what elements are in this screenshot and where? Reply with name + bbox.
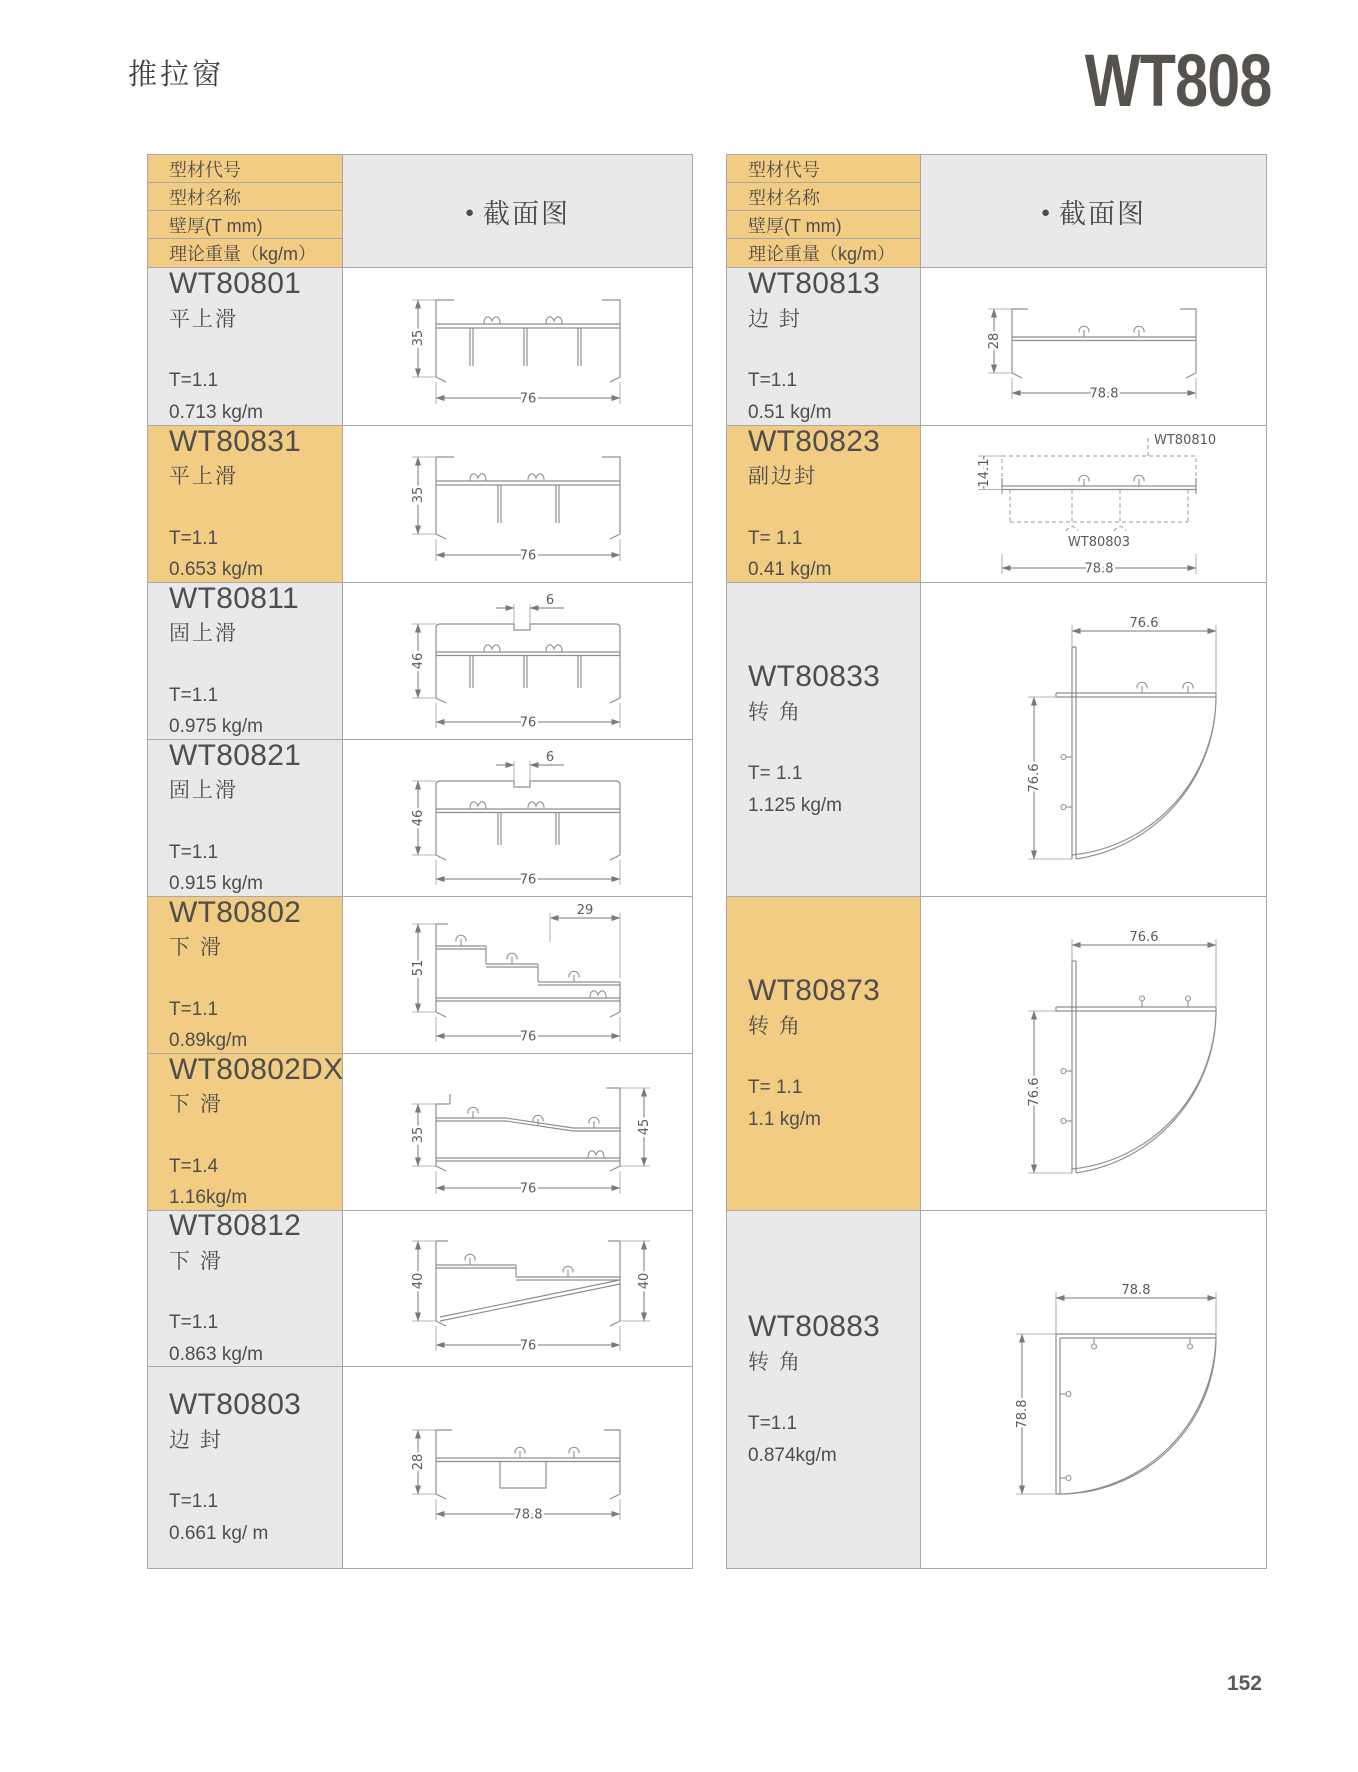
header-theoretical-weight-label: 理论重量（kg/m） bbox=[169, 244, 317, 264]
dimensions bbox=[411, 750, 620, 888]
dim-width: 78.8 bbox=[1121, 1282, 1150, 1298]
cross-section-edge-seal bbox=[934, 289, 1254, 405]
row-label-WT80803 bbox=[148, 1367, 343, 1569]
header-profile-name-label: 型材名称 bbox=[169, 187, 241, 208]
row-label-WT80802 bbox=[148, 897, 343, 1054]
dim-width: 78.8 bbox=[1089, 386, 1118, 401]
weight: 0.661 kg/ m bbox=[169, 1522, 269, 1544]
profile-name: 转 角 bbox=[748, 1350, 802, 1374]
dim-width: 76 bbox=[519, 1181, 536, 1197]
hook-icons bbox=[1079, 475, 1144, 486]
profile-name: 边 封 bbox=[748, 307, 802, 331]
ref-profile-top: WT80810 bbox=[1153, 433, 1216, 448]
bullet-icon: ● bbox=[464, 203, 475, 221]
row-label-WT80821 bbox=[148, 740, 343, 897]
wall-thickness: T=1.1 bbox=[169, 684, 219, 706]
cross-section-bottom-rail bbox=[358, 1064, 678, 1200]
dim-notch: 6 bbox=[545, 593, 554, 608]
dim-width: 76.6 bbox=[1129, 929, 1158, 945]
header-wall-thickness bbox=[148, 211, 343, 239]
dim-notch: 6 bbox=[545, 750, 554, 765]
header-section-view bbox=[921, 155, 1267, 268]
header-profile-code bbox=[727, 155, 921, 183]
weight: 1.16kg/m bbox=[169, 1187, 248, 1209]
profile-code: WT80813 bbox=[748, 267, 881, 301]
profile-name: 边 封 bbox=[169, 1428, 223, 1452]
row-label-WT80811 bbox=[148, 583, 343, 740]
wall-thickness: T=1.4 bbox=[169, 1155, 219, 1177]
header-profile-code-label: 型材代号 bbox=[748, 159, 820, 180]
row-label-WT80883 bbox=[727, 1211, 921, 1569]
cross-section-top-rail bbox=[358, 431, 678, 577]
row-diagram-WT80812 bbox=[343, 1211, 693, 1367]
header-profile-name bbox=[727, 183, 921, 211]
profile-outline bbox=[436, 624, 620, 703]
cross-section-corner bbox=[944, 609, 1244, 871]
profile-code: WT80811 bbox=[169, 581, 299, 615]
profile-code: WT80831 bbox=[169, 424, 302, 458]
cross-section-bottom-rail bbox=[358, 902, 678, 1048]
profile-outline bbox=[1056, 647, 1216, 859]
cross-section-sub-edge-seal bbox=[924, 428, 1264, 580]
dim-width: 76 bbox=[519, 548, 536, 564]
header-wall-thickness-label: 壁厚(T mm) bbox=[748, 215, 842, 236]
row-diagram-WT80813 bbox=[921, 268, 1267, 426]
dim-width: 76.6 bbox=[1129, 615, 1158, 631]
profile-name: 下 滑 bbox=[169, 936, 223, 960]
dim-height: 51 bbox=[410, 959, 426, 977]
cross-section-edge-seal bbox=[358, 1410, 678, 1526]
hook-icons bbox=[465, 1254, 573, 1277]
row-diagram-WT80823 bbox=[921, 426, 1267, 583]
row-diagram-WT80831 bbox=[343, 426, 693, 583]
profile-name: 下 滑 bbox=[169, 1093, 223, 1117]
dim-height: 78.8 bbox=[1014, 1399, 1030, 1428]
weight: 0.915 kg/m bbox=[169, 873, 263, 895]
dim-top: 29 bbox=[576, 903, 593, 918]
row-label-WT80813 bbox=[727, 268, 921, 426]
profile-outline bbox=[436, 457, 620, 539]
weight: 0.653 kg/m bbox=[169, 559, 263, 581]
dim-width: 76 bbox=[519, 391, 536, 406]
header-profile-name bbox=[148, 183, 343, 211]
wall-thickness: T=1.1 bbox=[169, 841, 219, 863]
dimensions bbox=[411, 1430, 620, 1523]
weight: 1.1 kg/m bbox=[748, 1108, 821, 1130]
series-code: WT808 bbox=[1085, 39, 1272, 122]
page-title: 推拉窗 bbox=[128, 59, 225, 91]
profile-outline bbox=[1002, 433, 1216, 550]
dim-height: 28 bbox=[986, 332, 1002, 349]
hook-icons bbox=[515, 1447, 579, 1458]
wall-thickness: T=1.1 bbox=[169, 1491, 219, 1513]
profile-code: WT80803 bbox=[169, 1388, 302, 1422]
dim-height: 14.1 bbox=[976, 458, 992, 488]
profile-outline bbox=[1056, 1334, 1216, 1494]
dim-width: 76 bbox=[519, 1338, 536, 1353]
wall-thickness: T=1.1 bbox=[169, 370, 219, 392]
header-wall-thickness-label: 壁厚(T mm) bbox=[169, 215, 263, 236]
profile-table-right bbox=[726, 154, 1267, 1569]
hook-icons bbox=[470, 474, 544, 481]
hook-icons bbox=[484, 645, 562, 652]
dimensions bbox=[977, 456, 1196, 577]
weight: 0.874kg/m bbox=[748, 1444, 837, 1466]
row-label-WT80831 bbox=[148, 426, 343, 583]
profile-name: 转 角 bbox=[748, 700, 802, 724]
row-label-WT80833 bbox=[727, 583, 921, 897]
dim-height: 46 bbox=[410, 809, 426, 827]
header-theoretical-weight bbox=[148, 239, 343, 268]
wall-thickness: T=1.1 bbox=[748, 370, 798, 392]
wall-thickness: T=1.1 bbox=[748, 1413, 798, 1435]
row-label-WT80802DX bbox=[148, 1054, 343, 1211]
hook-icons bbox=[1079, 326, 1144, 337]
row-label-WT80823 bbox=[727, 426, 921, 583]
wall-thickness: T= 1.1 bbox=[748, 763, 803, 785]
row-diagram-WT80883 bbox=[921, 1211, 1267, 1569]
profile-name: 转 角 bbox=[748, 1014, 802, 1038]
dim-right: 45 bbox=[636, 1118, 652, 1136]
header-theoretical-weight-label: 理论重量（kg/m） bbox=[748, 244, 896, 264]
profile-name: 固上滑 bbox=[169, 779, 238, 803]
dimensions bbox=[987, 309, 1196, 402]
cross-section-fixed-top-rail bbox=[358, 590, 678, 732]
dim-width: 76 bbox=[519, 1029, 536, 1045]
row-diagram-WT80803 bbox=[343, 1367, 693, 1569]
header-section-view-label: 截面图 bbox=[483, 198, 571, 229]
cross-section-corner bbox=[944, 923, 1244, 1185]
profile-outline bbox=[436, 1088, 620, 1171]
dimensions bbox=[1015, 1283, 1216, 1494]
profile-outline bbox=[1056, 961, 1216, 1173]
header-profile-code bbox=[148, 155, 343, 183]
cross-section-fixed-top-rail bbox=[358, 747, 678, 889]
profile-outline bbox=[436, 781, 620, 860]
dim-height: 35 bbox=[410, 486, 426, 504]
profile-code: WT80812 bbox=[169, 1209, 302, 1243]
row-diagram-WT80801 bbox=[343, 268, 693, 426]
hook-icons bbox=[1060, 1338, 1193, 1481]
profile-name: 固上滑 bbox=[169, 622, 238, 646]
page-number: 152 bbox=[1226, 1672, 1262, 1695]
weight: 0.89kg/m bbox=[169, 1030, 248, 1052]
profile-code: WT80802 bbox=[169, 895, 302, 929]
weight: 0.713 kg/m bbox=[169, 401, 263, 423]
wall-thickness: T=1.1 bbox=[169, 527, 219, 549]
row-label-WT80801 bbox=[148, 268, 343, 426]
wall-thickness: T= 1.1 bbox=[748, 527, 803, 549]
profile-outline bbox=[436, 1241, 620, 1326]
profile-outline bbox=[436, 1430, 620, 1499]
dim-width: 78.8 bbox=[1084, 561, 1113, 577]
cross-section-bottom-rail bbox=[358, 1221, 678, 1357]
dim-height: 35 bbox=[410, 329, 426, 346]
dim-width: 76 bbox=[519, 872, 536, 888]
hook-icons bbox=[484, 316, 562, 323]
profile-code: WT80883 bbox=[748, 1310, 881, 1344]
profile-outline bbox=[1012, 309, 1196, 378]
header-profile-name-label: 型材名称 bbox=[748, 187, 820, 208]
dimensions bbox=[411, 457, 620, 564]
profile-code: WT80821 bbox=[169, 738, 302, 772]
dimensions bbox=[411, 593, 620, 731]
profile-name: 平上滑 bbox=[169, 465, 238, 489]
profile-code: WT80801 bbox=[169, 267, 302, 301]
row-label-WT80812 bbox=[148, 1211, 343, 1367]
weight: 0.863 kg/m bbox=[169, 1343, 263, 1365]
wall-thickness: T=1.1 bbox=[169, 1312, 219, 1334]
header-profile-code-label: 型材代号 bbox=[169, 159, 241, 180]
weight: 0.41 kg/m bbox=[748, 559, 832, 581]
dim-height: 76.6 bbox=[1026, 1077, 1042, 1106]
dim-height: 46 bbox=[410, 652, 426, 670]
row-diagram-WT80811 bbox=[343, 583, 693, 740]
header-section-view-label: 截面图 bbox=[1059, 198, 1147, 229]
dim-width: 76 bbox=[519, 715, 536, 731]
row-diagram-WT80873 bbox=[921, 897, 1267, 1211]
dim-height: 28 bbox=[410, 1453, 426, 1470]
dimensions bbox=[411, 1241, 652, 1354]
cross-section-corner bbox=[944, 1272, 1244, 1508]
weight: 0.51 kg/m bbox=[748, 401, 832, 423]
profile-table-left bbox=[147, 154, 693, 1569]
profile-code: WT80823 bbox=[748, 424, 881, 458]
header-wall-thickness bbox=[727, 211, 921, 239]
header-theoretical-weight bbox=[727, 239, 921, 268]
row-label-WT80873 bbox=[727, 897, 921, 1211]
ref-profile-bottom: WT80803 bbox=[1067, 535, 1130, 550]
header-section-view bbox=[343, 155, 693, 268]
dimensions bbox=[1027, 930, 1216, 1173]
row-diagram-WT80821 bbox=[343, 740, 693, 897]
bullet-icon: ● bbox=[1040, 203, 1051, 221]
dimensions bbox=[1027, 616, 1216, 859]
profile-outline bbox=[436, 924, 620, 1017]
hook-icons bbox=[468, 1107, 604, 1158]
weight: 0.975 kg/m bbox=[169, 716, 263, 738]
dimensions bbox=[411, 300, 620, 407]
hook-icons bbox=[1061, 682, 1193, 809]
profile-code: WT80873 bbox=[748, 974, 881, 1008]
row-diagram-WT80802 bbox=[343, 897, 693, 1054]
wall-thickness: T=1.1 bbox=[169, 998, 219, 1020]
dim-width: 78.8 bbox=[513, 1507, 542, 1522]
row-diagram-WT80833 bbox=[921, 583, 1267, 897]
profile-name: 平上滑 bbox=[169, 307, 238, 331]
hook-icons bbox=[470, 802, 544, 809]
dim-height: 35 bbox=[410, 1126, 426, 1144]
wall-thickness: T= 1.1 bbox=[748, 1077, 803, 1099]
hook-icons bbox=[1061, 996, 1191, 1124]
dim-height: 76.6 bbox=[1026, 763, 1042, 792]
profile-outline bbox=[436, 300, 620, 382]
profile-name: 下 滑 bbox=[169, 1249, 223, 1273]
profile-code: WT80802DX bbox=[169, 1052, 344, 1086]
weight: 1.125 kg/m bbox=[748, 794, 842, 816]
profile-code: WT80833 bbox=[748, 660, 881, 694]
dim-right: 40 bbox=[636, 1272, 652, 1289]
dim-height: 40 bbox=[410, 1272, 426, 1289]
profile-name: 副边封 bbox=[748, 465, 817, 489]
cross-section-top-rail bbox=[358, 274, 678, 420]
row-diagram-WT80802DX bbox=[343, 1054, 693, 1211]
